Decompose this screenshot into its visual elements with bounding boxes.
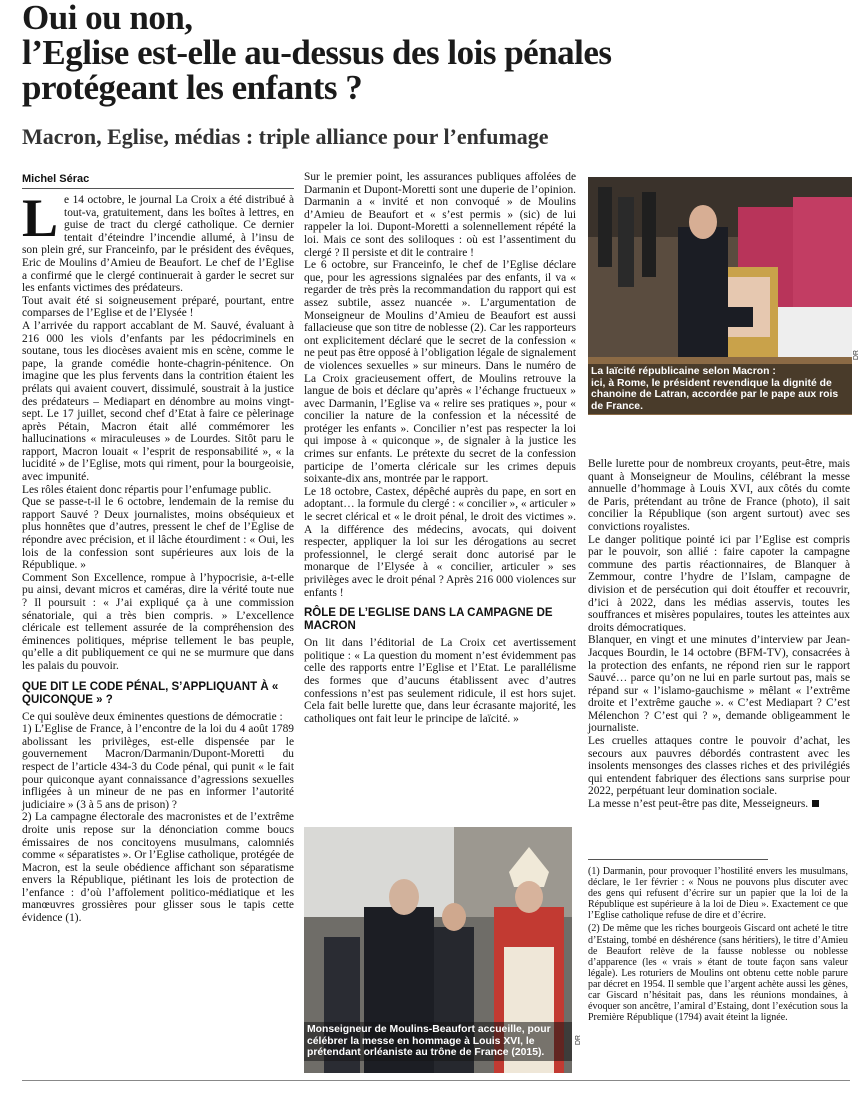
headline-line-1: Oui ou non, [22,0,193,37]
article-column-2 [304,171,576,725]
section-heading: RÔLE DE L’EGLISE DANS LA CAMPAGNE DE MACRON [304,607,553,633]
footnote: (1) Darmanin, pour provoquer l’hostilité envers les musulmans, déclare, le 1er février : « Nous ne pouvons plus discuter avec des gens qui refusent d’écrire sur un papier que la loi de la République est supérieure à la loi de Dieu ». Exactement ce que l’Eglise catholique refuse de dire et d’écrire. [588,866,848,922]
paragraph: Belle lurette pour de nombreux croyants, peut-être, mais quant à Monseigneur de Moulins, célébrant la messe annuelle d’hommage à Louis XVI, aux côtés du comte de Paris, prétendant au trône de France (photo), il sait concilier la République (son argent surtout) avec ses convictions royalistes. [588,458,850,533]
paragraph: Blanquer, en vingt et une minutes d’interview par Jean-Jacques Bourdin, le 14 octobre (BFM-TV), consacrées à la protection des enfants, ne répond rien sur le rapport Sauvé… parce qu’on ne lui en parle surtout pas, mais se répand sur « l’islamo-gauchisme » mêlant « l’extrême droite et l’extrême gauche ». « C’est Mediapart ? C’est Mélenchon ? C’est qui ? », demande obligeamment le journaliste. [588,634,850,735]
paragraph: 1) L’Eglise de France, à l’encontre de la loi du 4 août 1789 abolissant les privilèges, est-elle dispensée par le gouvernement Macron/Darmanin/Dupont-Moretti du respect de l’article 434-3 du Code pénal, qui punit « le fait pour quiconque ayant connaissance d’agressions sexuelles infligées à un mineur de ne pas en informer l’autorité judiciaire » (3 à 5 ans de prison) ? [22,723,294,811]
paragraph: Sur le premier point, les assurances publiques affolées de Darmanin et Dupont-Moretti sont une duperie de l’opinion. Darmanin a « invité et non convoqué » de Moulins d’Amieu de Beaufort et « s’est permis » (sic) de lui rappeler la loi. Dupont-Moretti a solennellement répété la loi. Mais ce sont des soliloques : où est l’assentiment du clergé ? Il persiste et dit le contraire ! [304,171,576,259]
headline [22,0,852,105]
paragraph: Comment Son Excellence, rompue à l’hypocrisie, a-t-elle pu ainsi, devant micros et caméras, dire la vérité toute nue ? Il poursuit : « J’ai expliqué ça à une commission sénatoriale, qui a très bien compris. » L’excellence cléricale est tellement assurée de la compréhension des éminences politiques, méprise tellement le bas peuple, qu’elle a dit publiquement ce qui ne se murmure que dans les palais du pouvoir. [22,571,294,672]
paragraph: 2) La campagne électorale des macronistes et de l’extrême droite unis repose sur la dénonciation comme boucs émissaires de nos concitoyens musulmans, calomniés comme « séparatistes ». Or l’Eglise catholique, protégée de Macron, est la seule obédience affichant son séparatisme envers la République, piétinant les lois de protection de l’enfance : d’où l’affolement politico-médiatique et les manœuvres grossières pour glisser sous le tapis cette évidence (1). [22,811,294,925]
headline-line-2: l’Eglise est-elle au-dessus des lois pénales [22,33,612,72]
caption-line: La laïcité républicaine selon Macron : [591,366,776,377]
drop-cap: L [22,188,59,248]
article-column-3 [588,458,850,811]
section-heading: QUE DIT LE CODE PÉNAL, S’APPLIQUANT À « QUICONQUE » ? [22,680,279,706]
paragraph: Tout avait été si soigneusement préparé, pourtant, entre comparses de l’Eglise et de l’Elysée ! [22,294,294,320]
byline-rule [22,188,294,189]
paragraph: A l’arrivée du rapport accablant de M. Sauvé, évaluant à 216 000 les viols d’enfants par les pédocriminels en soutane, tous les diocèses avaient mis en scène, comme le pape, la grande comédie honte-chagrin-pénitence. On imagine que les plus fervents dans la contrition étaient les prélats qui avaient couvert, dissimulé, soustrait à la justice des prédateurs – Mediapart en dénombre au moins vingt-sept. Le 17 juillet, second chef d’Etat à faire ce pèlerinage après Pétain, Macron était allé commémorer les hallucinations « miraculeuses » de Lourdes. Sitôt paru le rapport, Macron louait « l’esprit de responsabilité », « la lucidité » de l’Eglise, mots qui riment, pour la bourgeoisie, avec impunité. [22,319,294,484]
subheadline: Macron, Eglise, médias : triple alliance pour l’enfumage [22,124,549,149]
paragraph: Que se passe-t-il le 6 octobre, lendemain de la remise du rapport Sauvé ? Deux journalistes, moins obséquieux et plus honnêtes que d’autres, pressent le chef de l’Eglise de répondre avec précision, et il lâche étourdiment : « Oui, les lois de la confession sont supérieures aux lois de la République. » [22,496,294,572]
footnote: (2) De même que les riches bourgeois Giscard ont acheté le titre d’Estaing, tombé en déshérence (sans héritiers), le titre d’Amieu de Beaufort relève de la fausse noblesse ou noblesse d’apparence (les « vrais » étant de toute façon sans valeur légale). Les roturiers de Moulins ont obtenu cette noble parure par décret en 1954. Il semble que l’argent achète aussi les gènes, car Giscard n’hésitait pas, dans les réunions mondaines, à évoquer son ancêtre, l’amiral d’Estaing, dont l’exécution sous la Première République (1794) avait éteint la lignée. [588,923,848,1024]
photo-caption: Monseigneur de Moulins-Beaufort accueille, pour célébrer la messe en hommage à Louis XVI, le prétendant orléaniste au trône de France (2015). [304,1022,572,1061]
paragraph: Les cruelles attaques contre le pouvoir d’achat, les secours aux pauvres débordés contrastent avec les insolents mensonges des classes riches et des privilégiés qui entendent fabriquer des élections sans surprise pour 2022, perpétuant leur domination sociale. [588,735,850,798]
photo-credit: DR [853,350,860,361]
paragraph [22,188,294,295]
paragraph: Les rôles étaient donc répartis pour l’enfumage public. [22,483,272,496]
paragraph: Le 18 octobre, Castex, dépêché auprès du pape, en sort en adoptant… la formule du clergé : « concilier », « articuler » le secret clérical et « le droit pénal, le droit des victimes ». A la différence des médecins, avocats, qui doivent respecter, appliquer la loi sur les dérogations au secret professionnel, le clergé serait donc autorisé par le monarque de l’Elysée à « concilier, articuler » ses privilèges avec le droit pénal ? Après 216 000 violences sur enfants ! [304,485,576,599]
paragraph: Ce qui soulève deux éminentes questions de démocratie : [22,710,283,723]
byline: Michel Sérac [22,173,90,185]
photo-credit: DR [575,1035,582,1046]
footnotes-rule [588,859,768,860]
article-column-1 [22,188,294,925]
paragraph: Le 6 octobre, sur Franceinfo, le chef de l’Eglise déclare que, pour les agressions signalées par des enfants, il va « regarder de très près la recommandation du rapport qui est assez subtile, assez nuancée ». L’argumentation de Monseigneur de Moulins d’Amieu de Beaufort est aussi fallacieuse que son titre de noblesse (2). Car les rapporteurs ont explicitement déclaré que le secret de la confession « ne peut pas être opposé à l’obligation légale de signalement de violences sexuelles » sur mineurs. Dans le numéro de La Croix gracieusement offert, de Moulins retrouve la langue de bois et déclare qu’après « l’échange fructueux » avec Darmanin, l’Eglise va « relire ses pratiques », pour « concilier la nature de la confession et la nécessité de protéger les enfants ». Concilier n’est pas respecter la loi qui impose à « quiconque », de signaler à la justice les crimes sur enfants. Le prétexte du secret de la confession participe de l’omerta cléricale sur les crimes depuis soixante-dix ans, montrée par le rapport. [304,259,577,486]
paragraph [588,798,850,811]
paragraph: On lit dans l’éditorial de La Croix cet avertissement politique : « La question du moment n’est évidemment pas celle des rapports entre l’Eglise et l’Etat. Le parallélisme des formes que d’aucuns établissent avec d’autres confessions n’est pas seulement ridicule, il est hors sujet. Cela fait belle lurette que, dans leur écrasante majorité, les catholiques ont fait leur le principe de laïcité. » [304,637,576,725]
caption-line: ici, à Rome, le président revendique la dignité de chanoine de Latran, accordée par le pape aux rois de France. [591,377,839,412]
paragraph-text: e 14 octobre, le journal La Croix a été distribué à tout-va, gratuitement, dans les boîtes à lettres, en guise de tract du clergé catholique. Ce dernier tentait d’éteindre l’incendie allumé, à l’insu de son plein gré, sur Franceinfo, par le président des évêques, Eric de Moulins d’Amieu de Beaufort. Le chef de l’Eglise a confirmé que le clergé continuerait à garder le secret sur les enfants victimes des prédateurs. [22,194,294,295]
photo-caption [588,364,852,414]
bottom-rule [22,1080,850,1081]
footnotes [588,866,848,1025]
end-mark-icon [812,800,819,807]
paragraph: Le danger politique pointé ici par l’Eglise est compris par le pouvoir, son allié : faire capoter la campagne commune des partis réactionnaires, de Blanquer à Zemmour, contre l’hydre de l’Islam, campagne de division et de persécution qui doit étouffer et recouvrir, d’ici à 2022, dans les médias asservis, toutes les souffrances et misères populaires, toutes les atteintes aux droits démocratiques. [588,533,850,634]
closing-line: La messe n’est peut-être pas dite, Messeigneurs. [588,798,809,811]
headline-line-3: protégeant les enfants ? [22,68,363,107]
